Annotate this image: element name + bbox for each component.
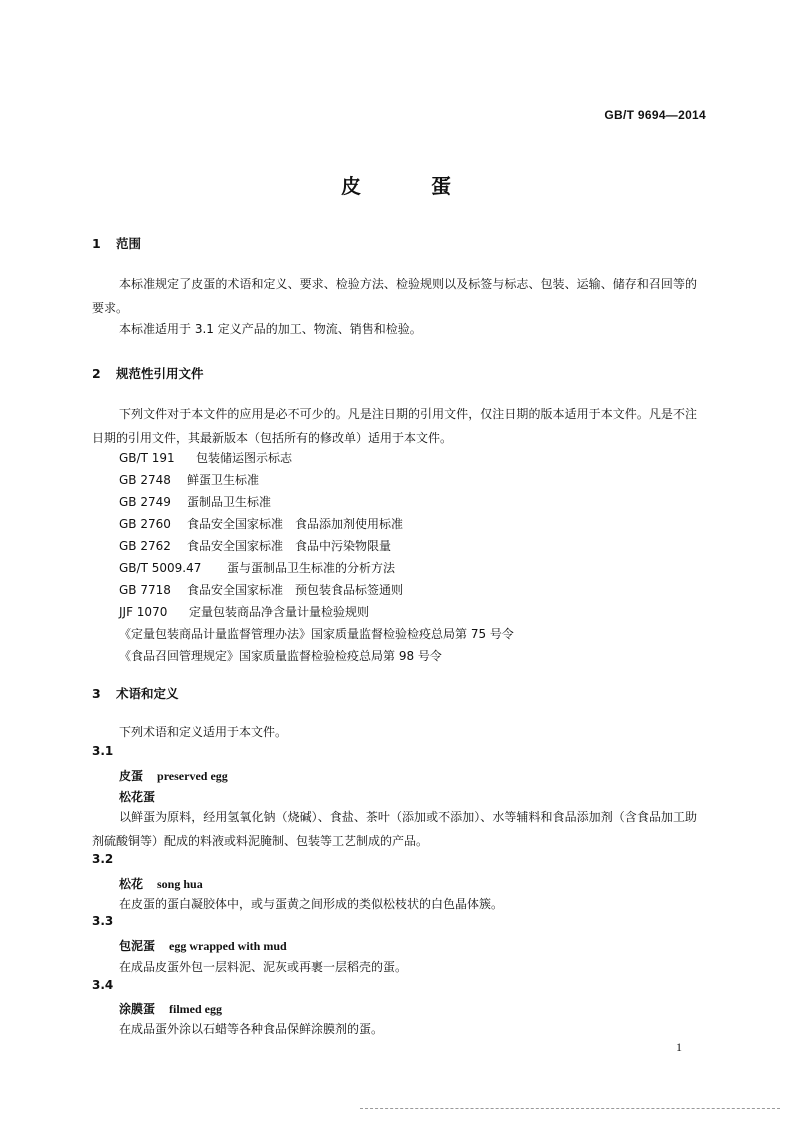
scope-paragraph-1: 本标准规定了皮蛋的术语和定义、要求、检验方法、检验规则以及标签与标志、包装、运输、储存和召回等的要求。 xyxy=(92,277,697,315)
term-number: 3.2 xyxy=(92,852,114,866)
reference-item xyxy=(119,534,391,558)
section-title: 术语和定义 xyxy=(116,686,179,701)
reference-item xyxy=(119,446,292,470)
term-name-zh: 松花 xyxy=(119,877,144,891)
reference-code: GB 7718 xyxy=(119,583,171,597)
reference-code: JJF 1070 xyxy=(119,605,168,619)
term-name-zh: 皮蛋 xyxy=(119,769,144,783)
section-number: 1 xyxy=(92,236,101,251)
term-definition: 在成品蛋外涂以石蜡等各种食品保鲜涂膜剂的蛋。 xyxy=(119,1022,384,1036)
reference-item xyxy=(119,468,259,492)
reference-item xyxy=(119,490,271,514)
term-name xyxy=(119,1000,222,1017)
page-number: 1 xyxy=(676,1040,682,1054)
term-definition: 以鲜蛋为原料，经用氢氧化钠（烧碱）、食盐、茶叶（添加或不添加）、水等辅料和食品添加剂（含食品加工助剂硫酸铜等）配成的料液或料泥腌制、包装等工艺制成的产品。 xyxy=(92,810,697,848)
term-definition: 在皮蛋的蛋白凝胶体中，或与蛋黄之间形成的类似松枝状的白色晶体簇。 xyxy=(119,897,504,911)
term-name-en: preserved egg xyxy=(157,769,228,783)
reference-code: GB 2760 xyxy=(119,517,171,531)
reference-title: 蛋与蛋制品卫生标准的分析方法 xyxy=(227,561,396,575)
term-name xyxy=(119,875,203,892)
term-definition: 在成品皮蛋外包一层料泥、泥灰或再裹一层稻壳的蛋。 xyxy=(119,960,408,974)
section-number: 2 xyxy=(92,366,101,381)
term-name-en: song hua xyxy=(157,877,203,891)
reference-code: GB/T 5009.47 xyxy=(119,561,202,575)
term-name xyxy=(119,937,287,954)
term-number: 3.3 xyxy=(92,914,114,928)
scan-edge-rule xyxy=(360,1108,780,1109)
term-number: 3.4 xyxy=(92,978,114,992)
section-2-heading xyxy=(92,364,204,382)
reference-title: 食品安全国家标准 食品中污染物限量 xyxy=(187,539,392,553)
standard-code: GB/T 9694—2014 xyxy=(604,108,706,122)
reference-title: 食品安全国家标准 食品添加剂使用标准 xyxy=(187,517,404,531)
reference-item xyxy=(119,556,395,580)
section-number: 3 xyxy=(92,686,101,701)
reference-code: GB 2762 xyxy=(119,539,171,553)
scope-paragraph-2: 本标准适用于 3.1 定义产品的加工、物流、销售和检验。 xyxy=(119,322,422,336)
term-name-en: egg wrapped with mud xyxy=(169,939,287,953)
reference-code: GB/T 191 xyxy=(119,451,175,465)
term-number: 3.1 xyxy=(92,744,114,758)
reference-title: 食品安全国家标准 预包装食品标签通则 xyxy=(187,583,404,597)
term-name xyxy=(119,767,228,784)
reference-title: 包装储运图示标志 xyxy=(196,451,293,465)
section-3-heading xyxy=(92,684,179,702)
reference-title: 定量包装商品净含量计量检验规则 xyxy=(189,605,370,619)
section-title: 范围 xyxy=(116,236,142,251)
term-name-zh: 包泥蛋 xyxy=(119,939,156,953)
references-intro: 下列文件对于本文件的应用是必不可少的。凡是注日期的引用文件，仅注日期的版本适用于本文件。凡是不注日期的引用文件，其最新版本（包括所有的修改单）适用于本文件。 xyxy=(92,407,697,445)
term-name-zh: 涂膜蛋 xyxy=(119,1002,156,1016)
reference-code: GB 2748 xyxy=(119,473,171,487)
term-name-en: filmed egg xyxy=(169,1002,223,1016)
terms-intro: 下列术语和定义适用于本文件。 xyxy=(119,725,288,739)
reference-title: 鲜蛋卫生标准 xyxy=(187,473,260,487)
reference-title: 蛋制品卫生标准 xyxy=(187,495,272,509)
regulation-item: 《定量包装商品计量监督管理办法》国家质量监督检验检疫总局第 75 号令 xyxy=(119,627,514,641)
reference-item xyxy=(119,512,403,536)
reference-item xyxy=(119,578,403,602)
term-synonym: 松花蛋 xyxy=(119,790,156,804)
reference-code: GB 2749 xyxy=(119,495,171,509)
section-title: 规范性引用文件 xyxy=(116,366,204,381)
document-title: 皮蛋 xyxy=(341,174,521,198)
section-1-heading xyxy=(92,234,141,252)
reference-item xyxy=(119,600,369,624)
regulation-item: 《食品召回管理规定》国家质量监督检验检疫总局第 98 号令 xyxy=(119,649,442,663)
